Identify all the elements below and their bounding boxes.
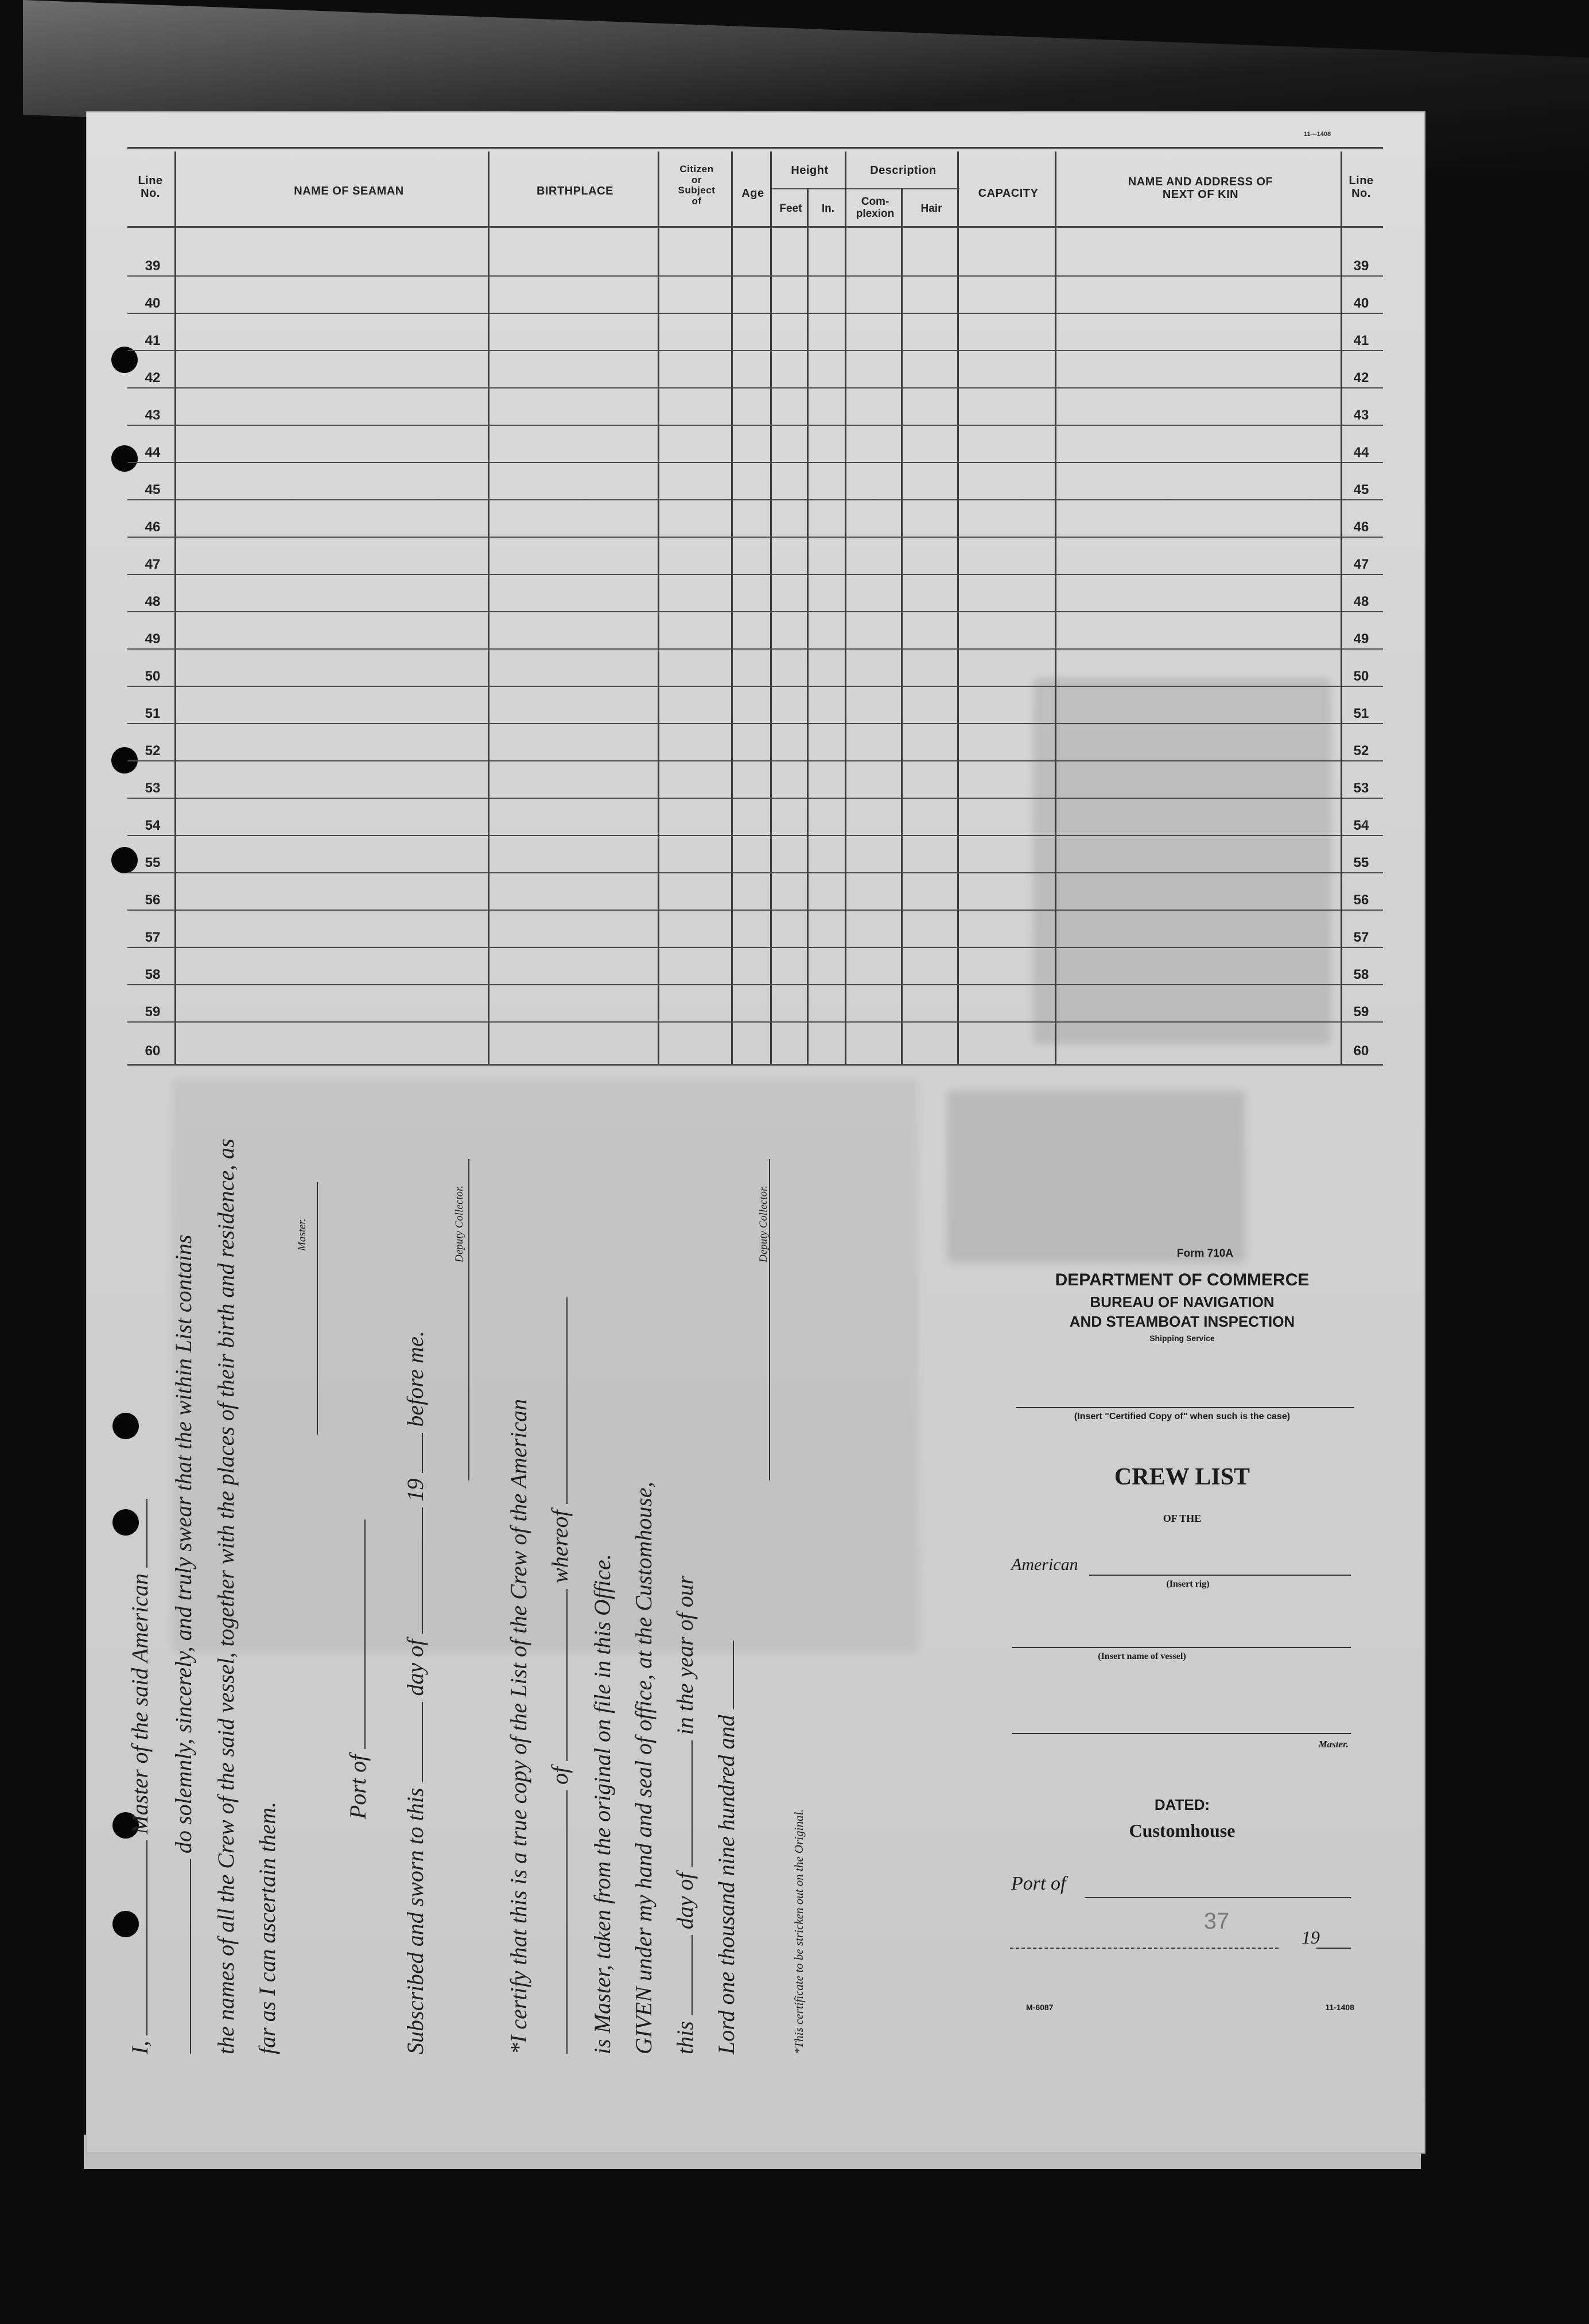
insert-rig-note: (Insert rig) bbox=[1166, 1579, 1210, 1589]
deputy-collector-label: Deputy Collector. bbox=[453, 1185, 465, 1262]
in-year-text: in the year of our bbox=[672, 1575, 698, 1735]
line-number: 50 bbox=[145, 669, 161, 684]
header-next-of-kin: NAME AND ADDRESS OF NEXT OF KIN bbox=[1128, 176, 1273, 201]
of-text: of bbox=[547, 1766, 573, 1785]
customhouse-label: Customhouse bbox=[1129, 1820, 1236, 1841]
line-number-right: 57 bbox=[1353, 930, 1369, 945]
deputy-signature-line bbox=[448, 1159, 469, 1480]
row-rule bbox=[127, 462, 1383, 463]
col-rule bbox=[731, 151, 733, 1065]
vessel-blank bbox=[146, 1499, 147, 1568]
day-of-text: day of bbox=[402, 1639, 428, 1696]
certified-copy-line bbox=[1016, 1407, 1354, 1408]
row-rule bbox=[127, 798, 1383, 799]
rig-line bbox=[1089, 1575, 1351, 1576]
row-rule bbox=[127, 984, 1383, 985]
line-number: 47 bbox=[145, 557, 161, 572]
insert-certified-note: (Insert "Certified Copy of" when such is the case) bbox=[1074, 1412, 1291, 1421]
line-number: 41 bbox=[145, 333, 161, 348]
col-rule bbox=[845, 151, 846, 1065]
day-blank-2 bbox=[691, 1935, 693, 2015]
this-text: this bbox=[672, 2021, 698, 2054]
master-label: Master. bbox=[1318, 1739, 1349, 1750]
line-number: 45 bbox=[145, 482, 161, 498]
table-top-rule bbox=[127, 147, 1383, 149]
crew-list-title: CREW LIST bbox=[1114, 1464, 1250, 1490]
line-number: 42 bbox=[145, 370, 161, 386]
line-number-right: 60 bbox=[1353, 1043, 1369, 1059]
col-rule bbox=[901, 188, 903, 1065]
lord-line bbox=[713, 1641, 740, 2054]
oath-line-1 bbox=[126, 1499, 153, 2054]
month-blank-2 bbox=[691, 1740, 693, 1867]
col-rule bbox=[174, 151, 176, 1065]
line-number: 46 bbox=[145, 519, 161, 535]
port-of-line bbox=[344, 1519, 371, 1819]
of-whereof-line bbox=[546, 1297, 573, 2054]
master-oath-block bbox=[103, 1136, 924, 2054]
oath-swear-text: do solemnly, sincerely, and truly swear that the within List contains bbox=[170, 1234, 196, 1853]
of-the-label: OF THE bbox=[1163, 1513, 1202, 1524]
line-number: 54 bbox=[145, 818, 161, 833]
row-rule bbox=[127, 872, 1383, 873]
header-inches: In. bbox=[821, 203, 835, 215]
line-number: 49 bbox=[145, 631, 161, 647]
oath-master-of: Master of the said American bbox=[127, 1573, 153, 1835]
port-blank bbox=[364, 1519, 366, 1749]
line-number-right: 54 bbox=[1353, 818, 1369, 833]
line-number: 48 bbox=[145, 594, 161, 609]
oath-i: I, bbox=[127, 2041, 153, 2054]
port-blank-2 bbox=[566, 1589, 568, 1761]
month-blank bbox=[422, 1507, 423, 1634]
header-citizen-or-subject: Citizen or Subject of bbox=[678, 164, 716, 207]
form-code-right: 11-1408 bbox=[1325, 2003, 1354, 2012]
header-line-no-right: Line No. bbox=[1349, 174, 1374, 200]
line-number-right: 50 bbox=[1353, 669, 1369, 684]
year-prefix: 19 bbox=[402, 1478, 428, 1502]
row-rule bbox=[127, 760, 1383, 761]
line-number: 57 bbox=[145, 930, 161, 945]
line-number-right: 40 bbox=[1353, 296, 1369, 311]
port-of-label: Port of bbox=[1011, 1873, 1066, 1894]
row-rule bbox=[127, 910, 1383, 911]
bureau-title: BUREAU OF NAVIGATION bbox=[1090, 1293, 1275, 1311]
year-line bbox=[1316, 1948, 1351, 1949]
row-rule bbox=[127, 387, 1383, 388]
row-rule bbox=[127, 835, 1383, 836]
port-of-label: Port of bbox=[345, 1754, 371, 1819]
row-rule bbox=[127, 611, 1383, 612]
col-rule bbox=[488, 151, 489, 1065]
is-master-line: is Master, taken from the original on file in this Office. bbox=[589, 1554, 615, 2054]
shipping-service: Shipping Service bbox=[1149, 1334, 1215, 1343]
day-blank bbox=[422, 1702, 423, 1782]
line-number-right: 46 bbox=[1353, 519, 1369, 535]
header-complexion: Com- plexion bbox=[856, 196, 895, 220]
day-of-text-2: day of bbox=[672, 1872, 698, 1930]
header-height: Height bbox=[791, 164, 829, 177]
row-rule bbox=[127, 686, 1383, 687]
row-rule bbox=[127, 537, 1383, 538]
header-name-of-seaman: NAME OF SEAMAN bbox=[294, 185, 404, 197]
given-line: GIVEN under my hand and seal of office, at the Customhouse, bbox=[631, 1482, 656, 2054]
certify-line bbox=[505, 1399, 532, 2054]
this-day-line bbox=[671, 1576, 698, 2054]
certify-text: *I certify that this is a true copy of the List of the Crew of the American bbox=[506, 1398, 531, 2054]
row-rule bbox=[127, 574, 1383, 575]
line-number: 43 bbox=[145, 407, 161, 423]
line-number-right: 56 bbox=[1353, 892, 1369, 908]
oath-line-4: far as I can ascertain them. bbox=[254, 1802, 280, 2054]
line-number-right: 39 bbox=[1353, 258, 1369, 274]
line-number: 53 bbox=[145, 780, 161, 796]
master-blank-2 bbox=[566, 1297, 568, 1504]
header-subrule bbox=[772, 188, 959, 189]
row-rule bbox=[127, 350, 1383, 351]
form-code-top: 11—1408 bbox=[1304, 131, 1331, 138]
dated-label: DATED: bbox=[1154, 1796, 1210, 1813]
lord-text: Lord one thousand nine hundred and bbox=[713, 1715, 739, 2054]
form-number: Form 710A bbox=[1176, 1248, 1234, 1260]
header-description: Description bbox=[870, 164, 937, 177]
row-rule bbox=[127, 275, 1383, 277]
line-number: 60 bbox=[145, 1043, 161, 1059]
row-rule bbox=[127, 1064, 1383, 1066]
header-feet: Feet bbox=[779, 203, 802, 215]
line-number: 55 bbox=[145, 855, 161, 870]
line-number-right: 52 bbox=[1353, 743, 1369, 759]
row-rule bbox=[127, 499, 1383, 500]
master-name-blank bbox=[146, 1840, 147, 2035]
line-number: 59 bbox=[145, 1004, 161, 1020]
line-number: 56 bbox=[145, 892, 161, 908]
oath-line-3: the names of all the Crew of the said vessel, together with the places of their birth and residence, as bbox=[213, 1138, 239, 2054]
header-line-no: Line No. bbox=[138, 174, 163, 200]
line-number-right: 59 bbox=[1353, 1004, 1369, 1020]
line-number-right: 58 bbox=[1353, 967, 1369, 982]
steamboat-title: AND STEAMBOAT INSPECTION bbox=[1069, 1313, 1295, 1330]
year-blank-2 bbox=[733, 1641, 734, 1709]
port-line bbox=[1085, 1897, 1351, 1898]
american-label: American bbox=[1011, 1555, 1078, 1574]
subscribed-line bbox=[402, 1331, 429, 2054]
col-rule bbox=[957, 151, 959, 1065]
year-label: 19 bbox=[1301, 1927, 1320, 1948]
line-number-right: 48 bbox=[1353, 594, 1369, 609]
subscribed-text: Subscribed and sworn to this bbox=[402, 1787, 428, 2054]
header-capacity: CAPACITY bbox=[978, 187, 1039, 200]
row-rule bbox=[127, 648, 1383, 650]
line-number-right: 53 bbox=[1353, 780, 1369, 796]
line-number: 39 bbox=[145, 258, 161, 274]
before-me-text: before me. bbox=[402, 1331, 428, 1427]
col-rule bbox=[1055, 151, 1056, 1065]
line-number-right: 51 bbox=[1353, 706, 1369, 721]
line-number: 58 bbox=[145, 967, 161, 982]
line-number: 40 bbox=[145, 296, 161, 311]
line-number-right: 44 bbox=[1353, 445, 1369, 460]
vessel-name-blank bbox=[190, 1859, 191, 2054]
line-number-right: 43 bbox=[1353, 407, 1369, 423]
department-title: DEPARTMENT OF COMMERCE bbox=[1055, 1270, 1310, 1289]
col-rule bbox=[658, 151, 659, 1065]
line-number-right: 42 bbox=[1353, 370, 1369, 386]
master-line bbox=[1012, 1733, 1351, 1734]
crew-list-cover bbox=[1010, 1194, 1366, 2037]
header-birthplace: BIRTHPLACE bbox=[537, 185, 613, 197]
date-line bbox=[1010, 1948, 1279, 1949]
col-rule bbox=[807, 188, 809, 1065]
row-rule bbox=[127, 425, 1383, 426]
row-rule bbox=[127, 313, 1383, 314]
insert-vessel-note: (Insert name of vessel) bbox=[1098, 1651, 1186, 1661]
header-bottom-rule bbox=[127, 226, 1383, 228]
vessel-name-blank-2 bbox=[566, 1790, 568, 2054]
handwritten-number: 37 bbox=[1203, 1909, 1230, 1934]
col-rule bbox=[1341, 151, 1342, 1065]
row-rule bbox=[127, 723, 1383, 724]
master-signature-label: Master. bbox=[296, 1218, 308, 1251]
header-age: Age bbox=[741, 187, 764, 200]
whereof-text: whereof bbox=[547, 1510, 573, 1583]
row-rule bbox=[127, 947, 1383, 948]
col-rule bbox=[770, 151, 772, 1065]
deputy-collector-label-2: Deputy Collector. bbox=[757, 1185, 770, 1262]
deputy-signature-line-2 bbox=[748, 1159, 770, 1480]
master-signature-line bbox=[296, 1182, 318, 1435]
header-hair: Hair bbox=[920, 203, 942, 215]
line-number-right: 47 bbox=[1353, 557, 1369, 572]
oath-line-2 bbox=[170, 1235, 197, 2054]
crew-table bbox=[127, 151, 1383, 1065]
line-number: 44 bbox=[145, 445, 161, 460]
row-rule bbox=[127, 1021, 1383, 1023]
line-number-right: 49 bbox=[1353, 631, 1369, 647]
line-number-right: 45 bbox=[1353, 482, 1369, 498]
year-blank bbox=[422, 1433, 423, 1473]
footnote: *This certificate to be stricken out on the Original. bbox=[792, 1809, 806, 2054]
line-number: 52 bbox=[145, 743, 161, 759]
vessel-name-line bbox=[1012, 1647, 1351, 1648]
line-number-right: 41 bbox=[1353, 333, 1369, 348]
form-code-left: M-6087 bbox=[1026, 2003, 1054, 2012]
line-number-right: 55 bbox=[1353, 855, 1369, 870]
line-number: 51 bbox=[145, 706, 161, 721]
